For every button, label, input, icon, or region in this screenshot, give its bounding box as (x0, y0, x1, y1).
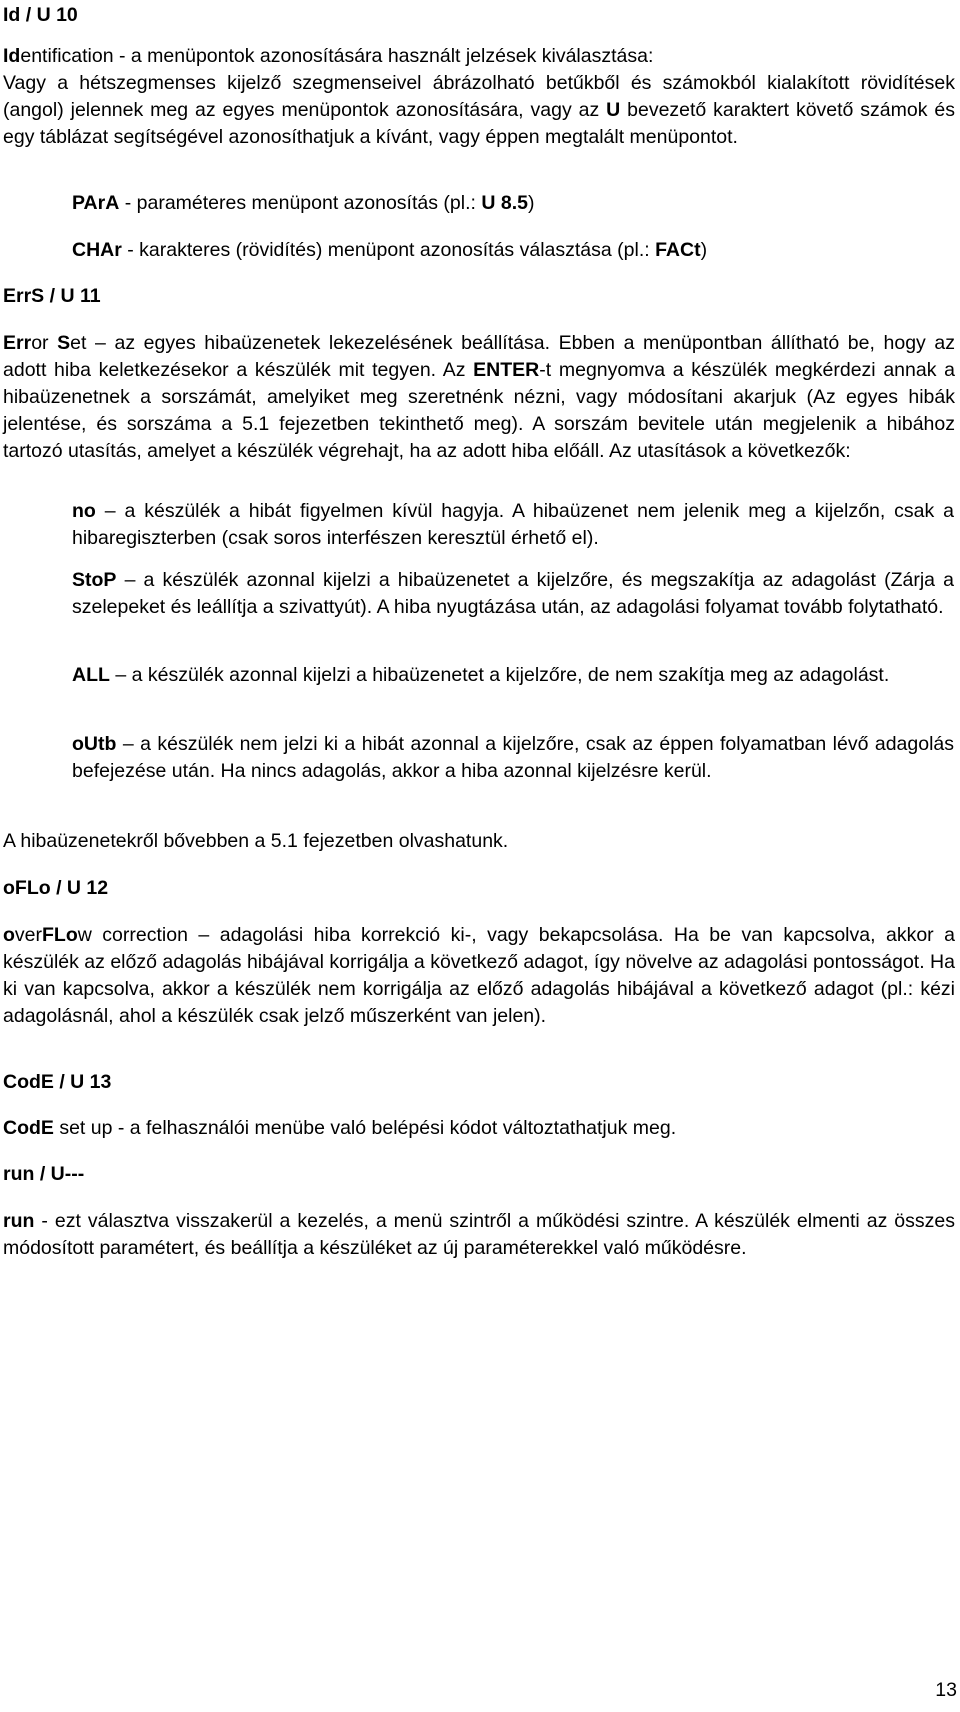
char-option (72, 237, 954, 264)
code-description (3, 1115, 955, 1142)
oflo-b1: o (3, 924, 15, 946)
para-text: - paraméteres menüpont azonosítás (pl.: (119, 192, 482, 214)
section-heading-run: run / U--- (3, 1163, 85, 1185)
enter-key-label: ENTER (473, 359, 540, 381)
errs-option-all (72, 662, 954, 689)
para-key: PArA (72, 192, 120, 214)
errs-body-part2: -t megnyomva a készülék megkérdezi annak a hibaüzenetnek a sorszámát, amelyiket meg szeretnénk nézni, vagy módosítani akarjuk (Az egyes hibák jelentése, és sorszáma a 5.1 fejezetben tekinthető meg). A sorszám bevitele után megjelenik a hibához tartozó utasítás, amelyet a készülék végrehajt, ha az adott hiba előáll. Az utasítások a következők: (3, 359, 955, 462)
errs-footer: A hibaüzenetekről bővebben a 5.1 fejezetben olvashatunk. (3, 830, 509, 852)
errs-option-outb (72, 731, 954, 785)
oflo-description (3, 922, 955, 1030)
errs-body (3, 330, 955, 465)
option-text: – a készülék azonnal kijelzi a hibaüzenetet a kijelzőre, de nem szakítja meg az adagolást. (109, 664, 890, 686)
run-description (3, 1208, 955, 1262)
code-bold: CodE (3, 1117, 54, 1139)
idu10-description (3, 43, 955, 151)
errs-option-no (72, 498, 954, 552)
option-key: StoP (72, 569, 117, 591)
para-ref: U 8.5 (481, 192, 528, 214)
idu10-lead-rest: entification - a menüpontok azonosítására használt jelzések kiválasztása: (20, 45, 654, 67)
idu10-body-u: U (606, 99, 621, 121)
option-key: no (72, 500, 96, 522)
code-text: set up - a felhasználói menübe való belépési kódot változtathatjuk meg. (53, 1117, 677, 1139)
option-text: – a készülék a hibát figyelmen kívül hagyja. A hibaüzenet nem jelenik meg a kijelzőn, csak a hibaregiszterben (csak soros interfészen keresztül érhető el). (72, 500, 954, 549)
char-ref: FACt (655, 239, 701, 261)
option-key: ALL (72, 664, 110, 686)
idu10-lead-bold: Id (3, 45, 21, 67)
section-heading-oflo: oFLo / U 12 (3, 877, 109, 899)
idu10-body-part1: Vagy a hétszegmenses kijelző szegmenseivel ábrázolható betűkből és számokból kialakított rövidítések (angol) jelennek meg az egyes menüpontok azonosítására, vagy az (3, 72, 955, 121)
run-text: - ezt választva visszakerül a kezelés, a menü szintről a működési szintre. A készülék elmenti az összes módosított paramétert, és beállítja a készüléket az új paraméterekkel való működésre. (3, 1210, 955, 1259)
errs-t2: et (70, 332, 96, 354)
option-text: – a készülék nem jelzi ki a hibát azonnal a kijelzőre, csak az éppen folyamatban lévő adagolás befejezése után. Ha nincs adagolás, akkor a hiba azonnal kijelzésre kerül. (72, 733, 954, 782)
errs-b1: Err (3, 332, 32, 354)
para-end: ) (527, 192, 535, 214)
errs-t3: – az egyes hibaüzenetek lekezelésének beállítása. (95, 332, 550, 354)
char-text: - karakteres (rövidítés) menüpont azonosítás választása (pl.: (121, 239, 656, 261)
oflo-t2: w correction – adagolási hiba korrekció ki-, vagy bekapcsolása. Ha be van kapcsolva, akkor a készülék az előző adagolás hibájával korrigálja a következő adagot, így növelve az adagolási pontosságot. Ha ki van kapcsolva, akkor a készülék nem korrigálja az előző adagolás hibájával a következő adagot (pl.: kézi adagolásnál, ahol a készülék csak jelző műszerként van jelen). (3, 924, 955, 1027)
errs-description (3, 330, 955, 465)
para-option (72, 190, 954, 217)
errs-t1: or (31, 332, 58, 354)
idu10-body-part2: bevezető karaktert követő számok és egy táblázat segítségével azonosíthatjuk a kívánt, vagy éppen megtalált menüpontot. (3, 99, 955, 148)
errs-body-part1: Ebben a menüpontban állítható be, hogy az adott hiba keletkezésekor a készülék mit tegyen. Az (3, 332, 955, 381)
page-number: 13 (935, 1679, 957, 1701)
option-key: oUtb (72, 733, 117, 755)
run-bold: run (3, 1210, 35, 1232)
idu10-body (3, 70, 955, 151)
errs-option-stop (72, 567, 954, 621)
idu10-lead (3, 43, 955, 70)
char-end: ) (700, 239, 708, 261)
errs-b2: S (57, 332, 71, 354)
option-text: – a készülék azonnal kijelzi a hibaüzenetet a kijelzőre, és megszakítja az adagolást (Zárja a szelepeket és leállítja a szivattyút). A hiba nyugtázása után, az adagolási folyamat tovább folytatható. (72, 569, 954, 618)
section-heading-idu10: Id / U 10 (3, 4, 78, 26)
char-key: CHAr (72, 239, 122, 261)
section-heading-errs: ErrS / U 11 (3, 285, 101, 307)
oflo-b2: FLo (42, 924, 78, 946)
section-heading-code: CodE / U 13 (3, 1071, 112, 1093)
oflo-t1: ver (14, 924, 43, 946)
